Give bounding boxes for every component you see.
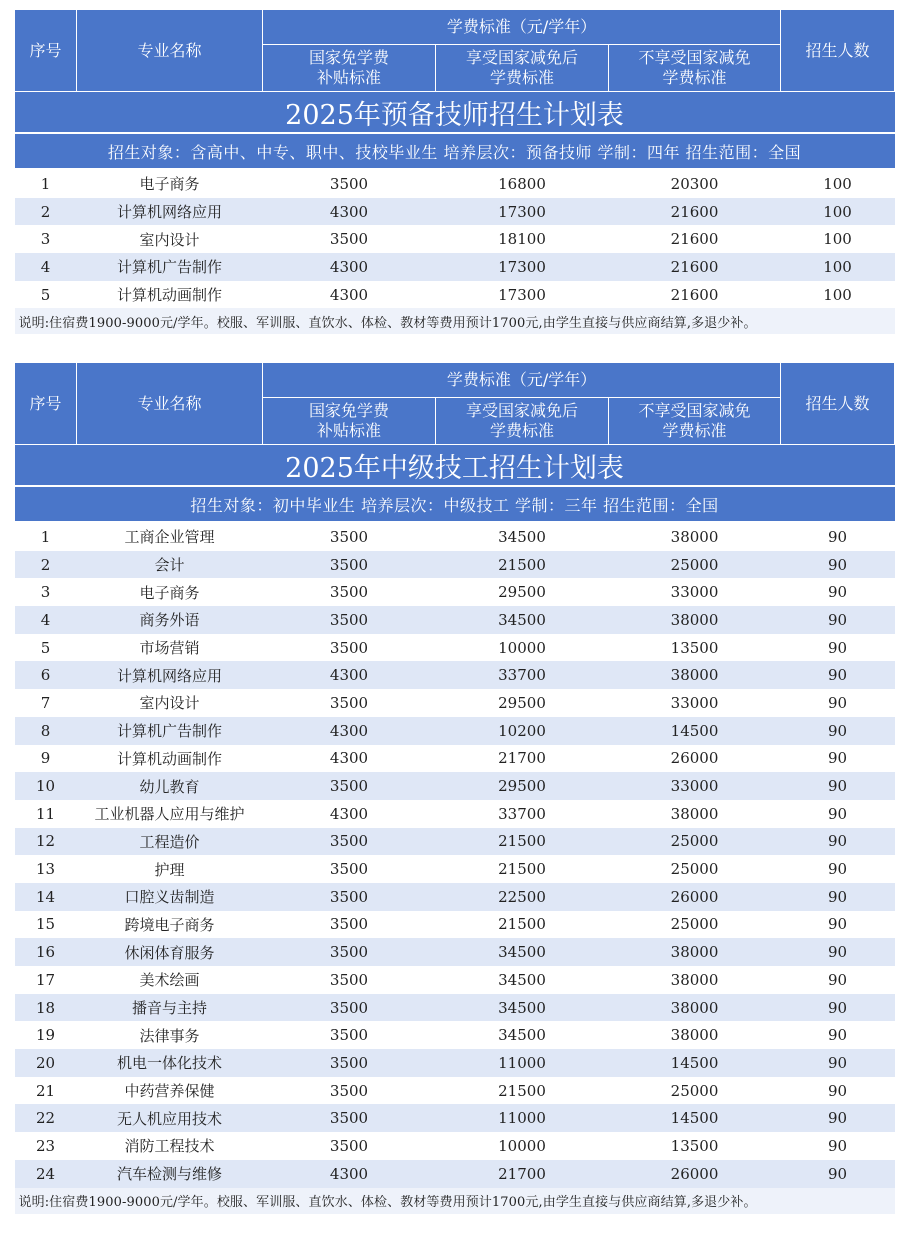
row-number: 1 xyxy=(15,522,77,551)
major-name: 幼儿教育 xyxy=(77,772,263,800)
col-header-without-reduction xyxy=(609,45,781,92)
table-row xyxy=(15,661,895,689)
major-name: 工业机器人应用与维护 xyxy=(77,800,263,828)
table-row xyxy=(15,717,895,745)
table-row xyxy=(15,1077,895,1105)
major-name: 消防工程技术 xyxy=(77,1132,263,1160)
row-number: 7 xyxy=(15,689,77,717)
technician-plan-sheet xyxy=(14,9,894,334)
table-row xyxy=(15,551,895,579)
col-header-after-reduction xyxy=(436,398,609,445)
major-name: 口腔义齿制造 xyxy=(77,883,263,911)
fee-after-reduction: 17300 xyxy=(436,281,609,309)
major-name: 休闲体育服务 xyxy=(77,938,263,966)
header-line: 享受国家减免后 xyxy=(465,401,578,420)
fee-without-reduction: 38000 xyxy=(609,1021,781,1049)
major-name: 计算机广告制作 xyxy=(77,717,263,745)
major-name: 计算机广告制作 xyxy=(77,253,263,281)
subsidy-fee: 3500 xyxy=(263,225,436,253)
table-row xyxy=(15,1160,895,1188)
major-name: 市场营销 xyxy=(77,634,263,662)
major-name: 无人机应用技术 xyxy=(77,1104,263,1132)
subsidy-fee: 3500 xyxy=(263,828,436,856)
fee-without-reduction: 25000 xyxy=(609,911,781,939)
major-name: 室内设计 xyxy=(77,689,263,717)
fee-after-reduction: 34500 xyxy=(436,966,609,994)
enrollment-count: 90 xyxy=(781,1160,895,1188)
col-header-subsidy xyxy=(263,45,436,92)
table-row xyxy=(15,883,895,911)
major-name: 法律事务 xyxy=(77,1021,263,1049)
fee-after-reduction: 10200 xyxy=(436,717,609,745)
row-number: 18 xyxy=(15,994,77,1022)
enrollment-count: 100 xyxy=(781,253,895,281)
table-row xyxy=(15,225,895,253)
table-row xyxy=(15,634,895,662)
row-number: 4 xyxy=(15,253,77,281)
fee-after-reduction: 34500 xyxy=(436,994,609,1022)
major-name: 电子商务 xyxy=(77,578,263,606)
subsidy-fee: 3500 xyxy=(263,1132,436,1160)
fee-without-reduction: 38000 xyxy=(609,661,781,689)
table-note: 说明:住宿费1900-9000元/学年。校服、军训服、直饮水、体检、教材等费用预计1700元,由学生直接与供应商结算,多退少补。 xyxy=(15,308,895,334)
table-row xyxy=(15,606,895,634)
row-number: 2 xyxy=(15,551,77,579)
subsidy-fee: 3500 xyxy=(263,169,436,198)
table-row xyxy=(15,1132,895,1160)
subsidy-fee: 3500 xyxy=(263,772,436,800)
enrollment-count: 90 xyxy=(781,883,895,911)
major-name: 室内设计 xyxy=(77,225,263,253)
fee-without-reduction: 33000 xyxy=(609,772,781,800)
fee-without-reduction: 38000 xyxy=(609,994,781,1022)
fee-after-reduction: 10000 xyxy=(436,634,609,662)
table-row xyxy=(15,855,895,883)
intermediate-worker-plan-sheet xyxy=(14,362,894,1214)
enrollment-count: 90 xyxy=(781,689,895,717)
header-line: 国家免学费 xyxy=(308,48,389,67)
table-row xyxy=(15,578,895,606)
table-row xyxy=(15,938,895,966)
fee-without-reduction: 38000 xyxy=(609,522,781,551)
table-row xyxy=(15,1104,895,1132)
fee-without-reduction: 25000 xyxy=(609,551,781,579)
fee-after-reduction: 33700 xyxy=(436,661,609,689)
fee-after-reduction: 11000 xyxy=(436,1049,609,1077)
table-note: 说明:住宿费1900-9000元/学年。校服、军训服、直饮水、体检、教材等费用预计1700元,由学生直接与供应商结算,多退少补。 xyxy=(15,1188,895,1214)
major-name: 计算机网络应用 xyxy=(77,661,263,689)
header-line: 不享受国家减免 xyxy=(638,48,751,67)
fee-without-reduction: 26000 xyxy=(609,745,781,773)
header-line: 补贴标准 xyxy=(316,68,381,87)
fee-without-reduction: 14500 xyxy=(609,717,781,745)
fee-without-reduction: 25000 xyxy=(609,828,781,856)
row-number: 24 xyxy=(15,1160,77,1188)
row-number: 20 xyxy=(15,1049,77,1077)
major-name: 电子商务 xyxy=(77,169,263,198)
row-number: 13 xyxy=(15,855,77,883)
subsidy-fee: 3500 xyxy=(263,911,436,939)
fee-without-reduction: 20300 xyxy=(609,169,781,198)
fee-after-reduction: 21700 xyxy=(436,745,609,773)
col-header-count: 招生人数 xyxy=(781,10,895,92)
row-number: 4 xyxy=(15,606,77,634)
row-number: 12 xyxy=(15,828,77,856)
subsidy-fee: 4300 xyxy=(263,800,436,828)
row-number: 1 xyxy=(15,169,77,198)
row-number: 23 xyxy=(15,1132,77,1160)
row-number: 3 xyxy=(15,578,77,606)
fee-after-reduction: 18100 xyxy=(436,225,609,253)
subsidy-fee: 3500 xyxy=(263,1021,436,1049)
col-header-major: 专业名称 xyxy=(77,10,263,92)
row-number: 9 xyxy=(15,745,77,773)
major-name: 中药营养保健 xyxy=(77,1077,263,1105)
fee-after-reduction: 33700 xyxy=(436,800,609,828)
fee-after-reduction: 34500 xyxy=(436,1021,609,1049)
subsidy-fee: 3500 xyxy=(263,938,436,966)
fee-after-reduction: 21500 xyxy=(436,855,609,883)
fee-after-reduction: 17300 xyxy=(436,198,609,226)
table-row xyxy=(15,198,895,226)
subsidy-fee: 4300 xyxy=(263,717,436,745)
major-name: 跨境电子商务 xyxy=(77,911,263,939)
subsidy-fee: 4300 xyxy=(263,661,436,689)
table-row xyxy=(15,281,895,309)
subsidy-fee: 3500 xyxy=(263,1104,436,1132)
fee-after-reduction: 11000 xyxy=(436,1104,609,1132)
enrollment-count: 90 xyxy=(781,1104,895,1132)
fee-after-reduction: 17300 xyxy=(436,253,609,281)
enrollment-count: 90 xyxy=(781,800,895,828)
major-name: 工商企业管理 xyxy=(77,522,263,551)
row-number: 10 xyxy=(15,772,77,800)
enrollment-count: 90 xyxy=(781,522,895,551)
subsidy-fee: 3500 xyxy=(263,689,436,717)
enrollment-count: 90 xyxy=(781,772,895,800)
header-line: 国家免学费 xyxy=(308,401,389,420)
subsidy-fee: 4300 xyxy=(263,253,436,281)
major-name: 计算机动画制作 xyxy=(77,281,263,309)
table-row xyxy=(15,1049,895,1077)
table-row xyxy=(15,689,895,717)
major-name: 会计 xyxy=(77,551,263,579)
major-name: 美术绘画 xyxy=(77,966,263,994)
enrollment-count: 90 xyxy=(781,1049,895,1077)
row-number: 21 xyxy=(15,1077,77,1105)
major-name: 计算机网络应用 xyxy=(77,198,263,226)
fee-without-reduction: 38000 xyxy=(609,606,781,634)
fee-after-reduction: 29500 xyxy=(436,689,609,717)
enrollment-count: 100 xyxy=(781,281,895,309)
enrollment-count: 90 xyxy=(781,551,895,579)
table-row xyxy=(15,994,895,1022)
fee-after-reduction: 29500 xyxy=(436,578,609,606)
fee-after-reduction: 34500 xyxy=(436,522,609,551)
fee-after-reduction: 21500 xyxy=(436,1077,609,1105)
table-row xyxy=(15,772,895,800)
fee-without-reduction: 13500 xyxy=(609,1132,781,1160)
header-line: 享受国家减免后 xyxy=(465,48,578,67)
col-header-major: 专业名称 xyxy=(77,363,263,445)
subsidy-fee: 3500 xyxy=(263,883,436,911)
fee-after-reduction: 21500 xyxy=(436,911,609,939)
enrollment-count: 90 xyxy=(781,745,895,773)
row-number: 3 xyxy=(15,225,77,253)
header-line: 补贴标准 xyxy=(316,421,381,440)
subsidy-fee: 4300 xyxy=(263,1160,436,1188)
subsidy-fee: 3500 xyxy=(263,522,436,551)
fee-without-reduction: 13500 xyxy=(609,634,781,662)
row-number: 5 xyxy=(15,634,77,662)
major-name: 汽车检测与维修 xyxy=(77,1160,263,1188)
fee-without-reduction: 26000 xyxy=(609,1160,781,1188)
fee-without-reduction: 21600 xyxy=(609,253,781,281)
fee-after-reduction: 22500 xyxy=(436,883,609,911)
fee-without-reduction: 21600 xyxy=(609,225,781,253)
subsidy-fee: 3500 xyxy=(263,551,436,579)
subsidy-fee: 3500 xyxy=(263,966,436,994)
enrollment-count: 90 xyxy=(781,717,895,745)
fee-without-reduction: 14500 xyxy=(609,1049,781,1077)
table-row xyxy=(15,800,895,828)
table-title: 2025年中级技工招生计划表 xyxy=(15,445,895,487)
enrollment-count: 100 xyxy=(781,225,895,253)
subsidy-fee: 3500 xyxy=(263,578,436,606)
major-name: 计算机动画制作 xyxy=(77,745,263,773)
enrollment-count: 100 xyxy=(781,169,895,198)
fee-without-reduction: 25000 xyxy=(609,1077,781,1105)
enrollment-count: 90 xyxy=(781,911,895,939)
row-number: 19 xyxy=(15,1021,77,1049)
row-number: 22 xyxy=(15,1104,77,1132)
major-name: 播音与主持 xyxy=(77,994,263,1022)
table-row xyxy=(15,1021,895,1049)
header-line: 学费标准 xyxy=(489,68,554,87)
col-header-after-reduction xyxy=(436,45,609,92)
table-body xyxy=(15,169,895,308)
fee-after-reduction: 21500 xyxy=(436,551,609,579)
fee-without-reduction: 25000 xyxy=(609,855,781,883)
fee-after-reduction: 29500 xyxy=(436,772,609,800)
table-row xyxy=(15,911,895,939)
fee-without-reduction: 38000 xyxy=(609,966,781,994)
enrollment-count: 90 xyxy=(781,606,895,634)
table-row xyxy=(15,745,895,773)
header-line: 学费标准 xyxy=(489,421,554,440)
enrollment-count: 90 xyxy=(781,966,895,994)
subsidy-fee: 4300 xyxy=(263,745,436,773)
fee-after-reduction: 21500 xyxy=(436,828,609,856)
plan-table xyxy=(14,362,895,1214)
enrollment-count: 90 xyxy=(781,661,895,689)
enrollment-count: 90 xyxy=(781,1132,895,1160)
major-name: 商务外语 xyxy=(77,606,263,634)
fee-without-reduction: 38000 xyxy=(609,938,781,966)
row-number: 14 xyxy=(15,883,77,911)
header-line: 学费标准 xyxy=(662,68,727,87)
enrollment-count: 100 xyxy=(781,198,895,226)
fee-without-reduction: 21600 xyxy=(609,198,781,226)
subsidy-fee: 4300 xyxy=(263,198,436,226)
table-row xyxy=(15,522,895,551)
fee-after-reduction: 10000 xyxy=(436,1132,609,1160)
row-number: 17 xyxy=(15,966,77,994)
col-header-count: 招生人数 xyxy=(781,363,895,445)
col-header-no: 序号 xyxy=(15,363,77,445)
row-number: 16 xyxy=(15,938,77,966)
subsidy-fee: 3500 xyxy=(263,1077,436,1105)
table-row xyxy=(15,169,895,198)
fee-after-reduction: 16800 xyxy=(436,169,609,198)
header-line: 不享受国家减免 xyxy=(638,401,751,420)
col-header-no: 序号 xyxy=(15,10,77,92)
subsidy-fee: 3500 xyxy=(263,606,436,634)
table-row xyxy=(15,828,895,856)
subsidy-fee: 3500 xyxy=(263,994,436,1022)
subsidy-fee: 3500 xyxy=(263,855,436,883)
col-header-fee-group: 学费标准（元/学年） xyxy=(263,363,781,398)
col-header-fee-group: 学费标准（元/学年） xyxy=(263,10,781,45)
enrollment-count: 90 xyxy=(781,855,895,883)
fee-without-reduction: 33000 xyxy=(609,578,781,606)
major-name: 工程造价 xyxy=(77,828,263,856)
enrollment-count: 90 xyxy=(781,828,895,856)
fee-without-reduction: 26000 xyxy=(609,883,781,911)
enrollment-count: 90 xyxy=(781,1077,895,1105)
col-header-without-reduction xyxy=(609,398,781,445)
fee-after-reduction: 34500 xyxy=(436,938,609,966)
fee-without-reduction: 14500 xyxy=(609,1104,781,1132)
plan-table xyxy=(14,9,895,334)
major-name: 护理 xyxy=(77,855,263,883)
header-line: 学费标准 xyxy=(662,421,727,440)
subsidy-fee: 3500 xyxy=(263,1049,436,1077)
enrollment-count: 90 xyxy=(781,994,895,1022)
subsidy-fee: 4300 xyxy=(263,281,436,309)
enrollment-count: 90 xyxy=(781,938,895,966)
row-number: 15 xyxy=(15,911,77,939)
table-row xyxy=(15,966,895,994)
col-header-subsidy xyxy=(263,398,436,445)
subsidy-fee: 3500 xyxy=(263,634,436,662)
enrollment-info: 招生对象：初中毕业生 培养层次：中级技工 学制：三年 招生范围：全国 xyxy=(15,486,895,522)
enrollment-count: 90 xyxy=(781,578,895,606)
row-number: 11 xyxy=(15,800,77,828)
fee-without-reduction: 38000 xyxy=(609,800,781,828)
row-number: 2 xyxy=(15,198,77,226)
fee-without-reduction: 33000 xyxy=(609,689,781,717)
enrollment-count: 90 xyxy=(781,634,895,662)
row-number: 6 xyxy=(15,661,77,689)
row-number: 8 xyxy=(15,717,77,745)
fee-after-reduction: 34500 xyxy=(436,606,609,634)
row-number: 5 xyxy=(15,281,77,309)
table-body xyxy=(15,522,895,1188)
enrollment-info: 招生对象：含高中、中专、职中、技校毕业生 培养层次：预备技师 学制：四年 招生范围：全国 xyxy=(15,133,895,169)
table-title: 2025年预备技师招生计划表 xyxy=(15,92,895,134)
table-row xyxy=(15,253,895,281)
fee-without-reduction: 21600 xyxy=(609,281,781,309)
major-name: 机电一体化技术 xyxy=(77,1049,263,1077)
enrollment-count: 90 xyxy=(781,1021,895,1049)
fee-after-reduction: 21700 xyxy=(436,1160,609,1188)
